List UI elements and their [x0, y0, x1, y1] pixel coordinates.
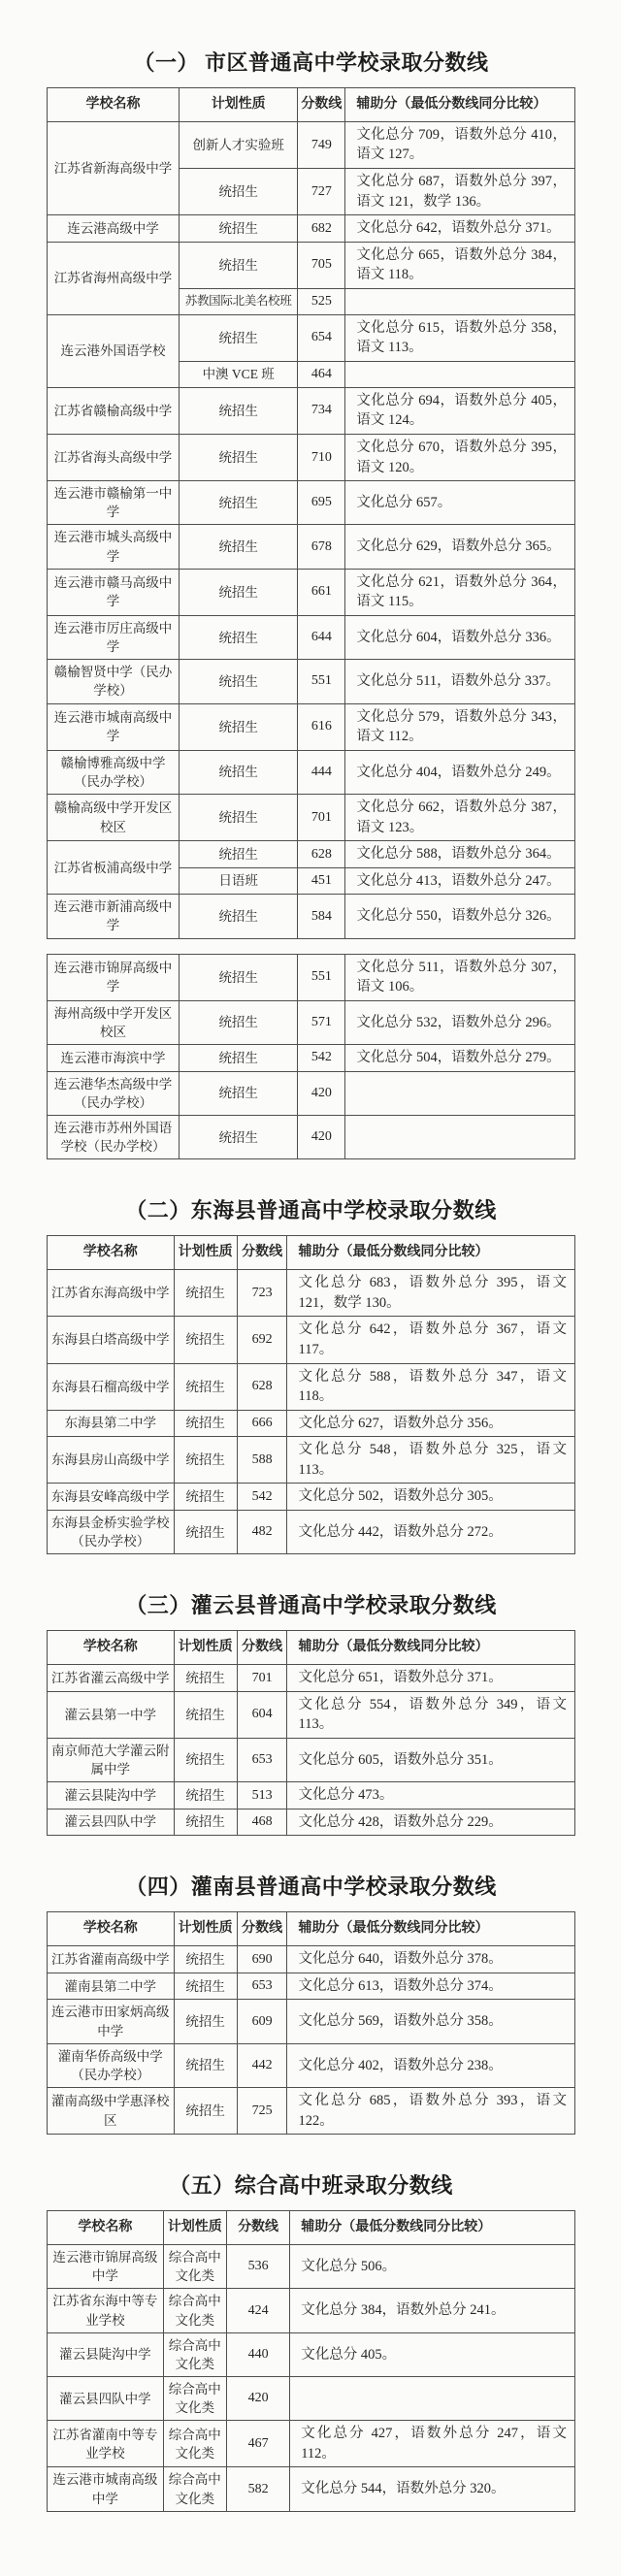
score-line-cell: 661 — [298, 569, 345, 615]
score-line-cell: 468 — [237, 1809, 287, 1836]
school-name-cell: 赣榆高级中学开发区校区 — [48, 795, 180, 841]
table-row — [48, 2467, 575, 2511]
school-name-cell: 连云港华杰高级中学（民办学校） — [48, 1071, 180, 1115]
table-row — [48, 1317, 575, 1363]
table-row — [48, 1946, 575, 1973]
score-line-cell: 653 — [237, 1973, 287, 2000]
table-row — [48, 2088, 575, 2135]
school-name-cell: 江苏省板浦高级中学 — [48, 841, 180, 895]
table-row — [48, 2332, 575, 2376]
aux-score-cell: 文化总分 511，语数外总分 337。 — [345, 660, 575, 703]
aux-score-cell: 文化总分 428，语数外总分 229。 — [287, 1809, 575, 1836]
table-row — [48, 481, 575, 525]
table-row — [48, 1116, 575, 1159]
aux-score-cell: 文化总分 657。 — [345, 481, 575, 525]
section-city — [47, 47, 575, 1159]
school-name-cell: 赣榆智贤中学（民办学校） — [48, 660, 180, 703]
score-line-cell: 628 — [237, 1363, 287, 1410]
school-name-cell: 江苏省赣榆高级中学 — [48, 387, 180, 434]
table-row — [48, 1363, 575, 1410]
plan-type-cell: 综合高中文化类 — [163, 2376, 226, 2420]
plan-type-cell: 创新人才实验班 — [180, 121, 298, 168]
column-header: 学校名称 — [48, 2211, 164, 2245]
plan-type-cell: 统招生 — [180, 660, 298, 703]
aux-score-cell: 文化总分 442，语数外总分 272。 — [287, 1510, 575, 1553]
school-name-cell: 连云港市厉庄高级中学 — [48, 615, 180, 659]
column-header: 计划性质 — [180, 88, 298, 122]
table-row — [48, 2043, 575, 2087]
aux-score-cell: 文化总分 694，语数外总分 405，语文 124。 — [345, 387, 575, 434]
table-row — [48, 954, 575, 1000]
aux-score-cell: 文化总分 402，语数外总分 238。 — [287, 2043, 575, 2087]
column-header: 计划性质 — [163, 2211, 226, 2245]
column-header: 计划性质 — [174, 1912, 237, 1946]
plan-type-cell: 综合高中文化类 — [163, 2289, 226, 2332]
column-header: 辅助分（最低分数线同分比较） — [287, 1631, 575, 1665]
section-title: （三）灌云县普通高中学校录取分数线 — [125, 1593, 497, 1618]
aux-score-cell: 文化总分 642，语数外总分 367，语文 117。 — [287, 1317, 575, 1363]
score-line-cell: 551 — [298, 954, 345, 1000]
aux-score-cell: 文化总分 588，语数外总分 347，语文 118。 — [287, 1363, 575, 1410]
plan-type-cell: 统招生 — [180, 954, 298, 1000]
aux-score-cell: 文化总分 384，语数外总分 241。 — [290, 2289, 575, 2332]
aux-score-cell: 文化总分 404，语数外总分 249。 — [345, 750, 575, 794]
table-row — [48, 2000, 575, 2043]
table-row — [48, 215, 575, 243]
column-header: 计划性质 — [174, 1236, 237, 1270]
aux-score-cell: 文化总分 569，语数外总分 358。 — [287, 2000, 575, 2043]
plan-type-cell: 中澳 VCE 班 — [180, 361, 298, 387]
section-zonghe — [47, 2169, 575, 2512]
column-header: 分数线 — [237, 1631, 287, 1665]
school-name-cell: 灌南华侨高级中学（民办学校） — [48, 2043, 175, 2087]
header-row — [48, 1236, 575, 1270]
table-row — [48, 387, 575, 434]
table-row — [48, 1484, 575, 1511]
school-name-cell: 连云港市新浦高级中学 — [48, 895, 180, 938]
table-row — [48, 1782, 575, 1810]
school-name-cell: 连云港市赣马高级中学 — [48, 569, 180, 615]
table-row — [48, 895, 575, 938]
school-name-cell: 连云港高级中学 — [48, 215, 180, 243]
score-table-guannan — [47, 1911, 575, 2135]
plan-type-cell: 统招生 — [180, 841, 298, 868]
aux-score-cell: 文化总分 627，语数外总分 356。 — [287, 1410, 575, 1437]
column-header: 分数线 — [237, 1912, 287, 1946]
score-line-cell: 582 — [226, 2467, 289, 2511]
aux-score-cell: 文化总分 588，语数外总分 364。 — [345, 841, 575, 868]
score-line-cell: 588 — [237, 1437, 287, 1484]
school-name-cell: 连云港外国语学校 — [48, 314, 180, 387]
table-row — [48, 1270, 575, 1317]
aux-score-cell: 文化总分 642，语数外总分 371。 — [345, 215, 575, 243]
aux-score-cell — [290, 2376, 575, 2420]
table-row — [48, 1410, 575, 1437]
aux-score-cell: 文化总分 629，语数外总分 365。 — [345, 525, 575, 569]
school-name-cell: 连云港市锦屏高级中学 — [48, 2245, 164, 2289]
aux-score-cell: 文化总分 544，语数外总分 320。 — [290, 2467, 575, 2511]
school-name-cell: 江苏省新海高级中学 — [48, 121, 180, 214]
plan-type-cell: 统招生 — [174, 1270, 237, 1317]
school-name-cell: 东海县金桥实验学校（民办学校） — [48, 1510, 175, 1553]
score-line-cell: 482 — [237, 1510, 287, 1553]
school-name-cell: 南京师范大学灌云附属中学 — [48, 1738, 175, 1781]
score-table-guanyun — [47, 1630, 575, 1836]
plan-type-cell: 统招生 — [180, 615, 298, 659]
column-header: 辅助分（最低分数线同分比较） — [345, 88, 575, 122]
table-row — [48, 1510, 575, 1553]
score-line-cell: 653 — [237, 1738, 287, 1781]
table-row — [48, 1000, 575, 1044]
aux-score-cell: 文化总分 502，语数外总分 305。 — [287, 1484, 575, 1511]
plan-type-cell: 统招生 — [174, 1437, 237, 1484]
score-line-cell: 424 — [226, 2289, 289, 2332]
aux-score-cell: 文化总分 685，语数外总分 393，语文 122。 — [287, 2088, 575, 2135]
plan-type-cell: 综合高中文化类 — [163, 2467, 226, 2511]
column-header: 计划性质 — [174, 1631, 237, 1665]
plan-type-cell: 统招生 — [174, 2000, 237, 2043]
score-line-cell: 536 — [226, 2245, 289, 2289]
section-donghai — [47, 1194, 575, 1554]
plan-type-cell: 综合高中文化类 — [163, 2332, 226, 2376]
section-title: （二）东海县普通高中学校录取分数线 — [125, 1198, 497, 1223]
aux-score-cell: 文化总分 604，语数外总分 336。 — [345, 615, 575, 659]
column-header: 学校名称 — [48, 1912, 175, 1946]
score-line-cell: 513 — [237, 1782, 287, 1810]
aux-score-cell — [345, 288, 575, 314]
aux-score-cell: 文化总分 651，语数外总分 371。 — [287, 1665, 575, 1692]
table-row — [48, 615, 575, 659]
score-line-cell: 467 — [226, 2421, 289, 2467]
school-name-cell: 赣榆博雅高级中学（民办学校） — [48, 750, 180, 794]
aux-score-cell: 文化总分 579，语数外总分 343，语文 112。 — [345, 703, 575, 750]
column-header: 分数线 — [298, 88, 345, 122]
score-line-cell: 616 — [298, 703, 345, 750]
plan-type-cell: 统招生 — [180, 525, 298, 569]
school-name-cell: 东海县房山高级中学 — [48, 1437, 175, 1484]
aux-score-cell: 文化总分 615，语数外总分 358，语文 113。 — [345, 314, 575, 361]
plan-type-cell: 统招生 — [180, 795, 298, 841]
score-line-cell: 609 — [237, 2000, 287, 2043]
plan-type-cell: 统招生 — [174, 2043, 237, 2087]
table-row — [48, 2289, 575, 2332]
school-name-cell: 灌云县第一中学 — [48, 1691, 175, 1738]
school-name-cell: 连云港市锦屏高级中学 — [48, 954, 180, 1000]
score-line-cell: 654 — [298, 314, 345, 361]
score-line-cell: 705 — [298, 242, 345, 288]
plan-type-cell: 统招生 — [174, 1738, 237, 1781]
aux-score-cell: 文化总分 640，语数外总分 378。 — [287, 1946, 575, 1973]
score-line-cell: 628 — [298, 841, 345, 868]
score-line-cell: 701 — [298, 795, 345, 841]
column-header: 辅助分（最低分数线同分比较） — [287, 1236, 575, 1270]
plan-type-cell: 综合高中文化类 — [163, 2245, 226, 2289]
aux-score-cell: 文化总分 405。 — [290, 2332, 575, 2376]
aux-score-cell: 文化总分 621，语数外总分 364，语文 115。 — [345, 569, 575, 615]
aux-score-cell: 文化总分 473。 — [287, 1782, 575, 1810]
score-line-cell: 727 — [298, 169, 345, 215]
school-name-cell: 灌云县四队中学 — [48, 2376, 164, 2420]
school-name-cell: 连云港市城南高级中学 — [48, 2467, 164, 2511]
plan-type-cell: 统招生 — [174, 1973, 237, 2000]
plan-type-cell: 统招生 — [174, 2088, 237, 2135]
table-row — [48, 660, 575, 703]
school-name-cell: 连云港市城南高级中学 — [48, 703, 180, 750]
plan-type-cell: 统招生 — [174, 1946, 237, 1973]
score-line-cell: 734 — [298, 387, 345, 434]
aux-score-cell: 文化总分 687，语数外总分 397，语文 121，数学 136。 — [345, 169, 575, 215]
score-line-cell: 695 — [298, 481, 345, 525]
aux-score-cell: 文化总分 670，语数外总分 395，语文 120。 — [345, 434, 575, 480]
column-header: 学校名称 — [48, 1631, 175, 1665]
score-line-cell: 682 — [298, 215, 345, 243]
aux-score-cell: 文化总分 554，语数外总分 349，语文 113。 — [287, 1691, 575, 1738]
school-name-cell: 江苏省海头高级中学 — [48, 434, 180, 480]
table-row — [48, 1665, 575, 1692]
score-line-cell: 710 — [298, 434, 345, 480]
column-header: 辅助分（最低分数线同分比较） — [290, 2211, 575, 2245]
score-line-cell: 690 — [237, 1946, 287, 1973]
school-name-cell: 连云港市海滨中学 — [48, 1045, 180, 1072]
plan-type-cell: 统招生 — [180, 169, 298, 215]
table-row — [48, 569, 575, 615]
school-name-cell: 连云港市赣榆第一中学 — [48, 481, 180, 525]
plan-type-cell: 统招生 — [180, 703, 298, 750]
aux-score-cell — [345, 1116, 575, 1159]
score-line-cell: 678 — [298, 525, 345, 569]
section-guannan — [47, 1871, 575, 2135]
school-name-cell: 江苏省灌云高级中学 — [48, 1665, 175, 1692]
aux-score-cell: 文化总分 662，语数外总分 387，语文 123。 — [345, 795, 575, 841]
score-line-cell: 725 — [237, 2088, 287, 2135]
plan-type-cell: 统招生 — [180, 1071, 298, 1115]
table-row — [48, 2421, 575, 2467]
table-row — [48, 1809, 575, 1836]
plan-type-cell: 统招生 — [180, 750, 298, 794]
table-row — [48, 2245, 575, 2289]
score-line-cell: 420 — [298, 1116, 345, 1159]
table-row — [48, 434, 575, 480]
school-name-cell: 东海县白塔高级中学 — [48, 1317, 175, 1363]
plan-type-cell: 日语班 — [180, 867, 298, 895]
score-line-cell: 525 — [298, 288, 345, 314]
school-name-cell: 江苏省东海高级中学 — [48, 1270, 175, 1317]
aux-score-cell — [345, 361, 575, 387]
plan-type-cell: 统招生 — [174, 1510, 237, 1553]
school-name-cell: 江苏省海州高级中学 — [48, 242, 180, 314]
score-line-cell: 723 — [237, 1270, 287, 1317]
table-row — [48, 841, 575, 868]
aux-score-cell: 文化总分 413，语数外总分 247。 — [345, 867, 575, 895]
table-row — [48, 121, 575, 168]
header-row — [48, 1631, 575, 1665]
column-header: 分数线 — [226, 2211, 289, 2245]
section-title: （一） 市区普通高中学校录取分数线 — [133, 50, 489, 75]
school-name-cell: 连云港市苏州外国语学校（民办学校） — [48, 1116, 180, 1159]
plan-type-cell: 统招生 — [180, 387, 298, 434]
plan-type-cell: 统招生 — [180, 215, 298, 243]
column-header: 分数线 — [237, 1236, 287, 1270]
plan-type-cell: 统招生 — [174, 1317, 237, 1363]
score-line-cell: 440 — [226, 2332, 289, 2376]
school-name-cell: 灌云县陡沟中学 — [48, 2332, 164, 2376]
header-row — [48, 1912, 575, 1946]
school-name-cell: 东海县石榴高级中学 — [48, 1363, 175, 1410]
school-name-cell: 海州高级中学开发区校区 — [48, 1000, 180, 1044]
school-name-cell: 灌南高级中学惠泽校区 — [48, 2088, 175, 2135]
table-row — [48, 1691, 575, 1738]
header-row — [48, 2211, 575, 2245]
plan-type-cell: 统招生 — [180, 1116, 298, 1159]
score-line-cell: 584 — [298, 895, 345, 938]
table-row — [48, 314, 575, 361]
aux-score-cell: 文化总分 532，语数外总分 296。 — [345, 1000, 575, 1044]
table-row — [48, 525, 575, 569]
table-row — [48, 1437, 575, 1484]
school-name-cell: 江苏省东海中等专业学校 — [48, 2289, 164, 2332]
aux-score-cell: 文化总分 683，语数外总分 395，语文 121，数学 130。 — [287, 1270, 575, 1317]
score-line-cell: 692 — [237, 1317, 287, 1363]
column-header: 学校名称 — [48, 1236, 175, 1270]
plan-type-cell: 统招生 — [174, 1691, 237, 1738]
score-line-cell: 749 — [298, 121, 345, 168]
score-table-city-part1 — [47, 87, 575, 939]
plan-type-cell: 统招生 — [180, 481, 298, 525]
score-line-cell: 464 — [298, 361, 345, 387]
score-line-cell: 551 — [298, 660, 345, 703]
plan-type-cell: 统招生 — [180, 895, 298, 938]
table-row — [48, 750, 575, 794]
table-row — [48, 1973, 575, 2000]
table-row — [48, 1071, 575, 1115]
score-line-cell: 604 — [237, 1691, 287, 1738]
score-table-donghai — [47, 1235, 575, 1554]
table-row — [48, 795, 575, 841]
score-table-city-part2 — [47, 954, 575, 1160]
plan-type-cell: 综合高中文化类 — [163, 2421, 226, 2467]
school-name-cell: 江苏省灌南中等专业学校 — [48, 2421, 164, 2467]
plan-type-cell: 统招生 — [180, 314, 298, 361]
score-line-cell: 420 — [226, 2376, 289, 2420]
plan-type-cell: 统招生 — [180, 1000, 298, 1044]
section-title: （五）综合高中班录取分数线 — [169, 2173, 453, 2199]
aux-score-cell: 文化总分 504，语数外总分 279。 — [345, 1045, 575, 1072]
plan-type-cell: 统招生 — [174, 1363, 237, 1410]
aux-score-cell: 文化总分 506。 — [290, 2245, 575, 2289]
aux-score-cell: 文化总分 427，语数外总分 247，语文 112。 — [290, 2421, 575, 2467]
table-row — [48, 1738, 575, 1781]
table-row — [48, 242, 575, 288]
aux-score-cell: 文化总分 665，语数外总分 384，语文 118。 — [345, 242, 575, 288]
score-line-cell: 542 — [298, 1045, 345, 1072]
score-line-cell: 451 — [298, 867, 345, 895]
school-name-cell: 灌南县第二中学 — [48, 1973, 175, 2000]
school-name-cell: 江苏省灌南高级中学 — [48, 1946, 175, 1973]
school-name-cell: 灌云县陡沟中学 — [48, 1782, 175, 1810]
aux-score-cell: 文化总分 511，语数外总分 307，语文 106。 — [345, 954, 575, 1000]
aux-score-cell: 文化总分 613，语数外总分 374。 — [287, 1973, 575, 2000]
score-line-cell: 542 — [237, 1484, 287, 1511]
aux-score-cell: 文化总分 605，语数外总分 351。 — [287, 1738, 575, 1781]
aux-score-cell: 文化总分 709，语数外总分 410，语文 127。 — [345, 121, 575, 168]
score-line-cell: 442 — [237, 2043, 287, 2087]
school-name-cell: 连云港市田家炳高级中学 — [48, 2000, 175, 2043]
aux-score-cell — [345, 1071, 575, 1115]
plan-type-cell: 统招生 — [180, 1045, 298, 1072]
plan-type-cell: 统招生 — [180, 242, 298, 288]
section-guanyun — [47, 1589, 575, 1836]
score-line-cell: 644 — [298, 615, 345, 659]
section-title: （四）灌南县普通高中学校录取分数线 — [125, 1875, 497, 1900]
school-name-cell: 东海县安峰高级中学 — [48, 1484, 175, 1511]
plan-type-cell: 统招生 — [174, 1410, 237, 1437]
plan-type-cell: 统招生 — [180, 434, 298, 480]
school-name-cell: 灌云县四队中学 — [48, 1809, 175, 1836]
table-row — [48, 2376, 575, 2420]
aux-score-cell: 文化总分 550，语数外总分 326。 — [345, 895, 575, 938]
score-line-cell: 666 — [237, 1410, 287, 1437]
plan-type-cell: 统招生 — [174, 1782, 237, 1810]
score-table-zonghe — [47, 2210, 575, 2512]
header-row — [48, 88, 575, 122]
plan-type-cell: 统招生 — [180, 569, 298, 615]
table-row — [48, 703, 575, 750]
column-header: 学校名称 — [48, 88, 180, 122]
school-name-cell: 连云港市城头高级中学 — [48, 525, 180, 569]
score-line-cell: 701 — [237, 1665, 287, 1692]
table-row — [48, 1045, 575, 1072]
column-header: 辅助分（最低分数线同分比较） — [287, 1912, 575, 1946]
score-line-cell: 571 — [298, 1000, 345, 1044]
score-line-cell: 444 — [298, 750, 345, 794]
plan-type-cell: 统招生 — [174, 1665, 237, 1692]
plan-type-cell: 统招生 — [174, 1809, 237, 1836]
plan-type-cell: 统招生 — [174, 1484, 237, 1511]
score-line-cell: 420 — [298, 1071, 345, 1115]
school-name-cell: 东海县第二中学 — [48, 1410, 175, 1437]
plan-type-cell: 苏教国际北美名校班 — [180, 288, 298, 314]
aux-score-cell: 文化总分 548，语数外总分 325，语文 113。 — [287, 1437, 575, 1484]
